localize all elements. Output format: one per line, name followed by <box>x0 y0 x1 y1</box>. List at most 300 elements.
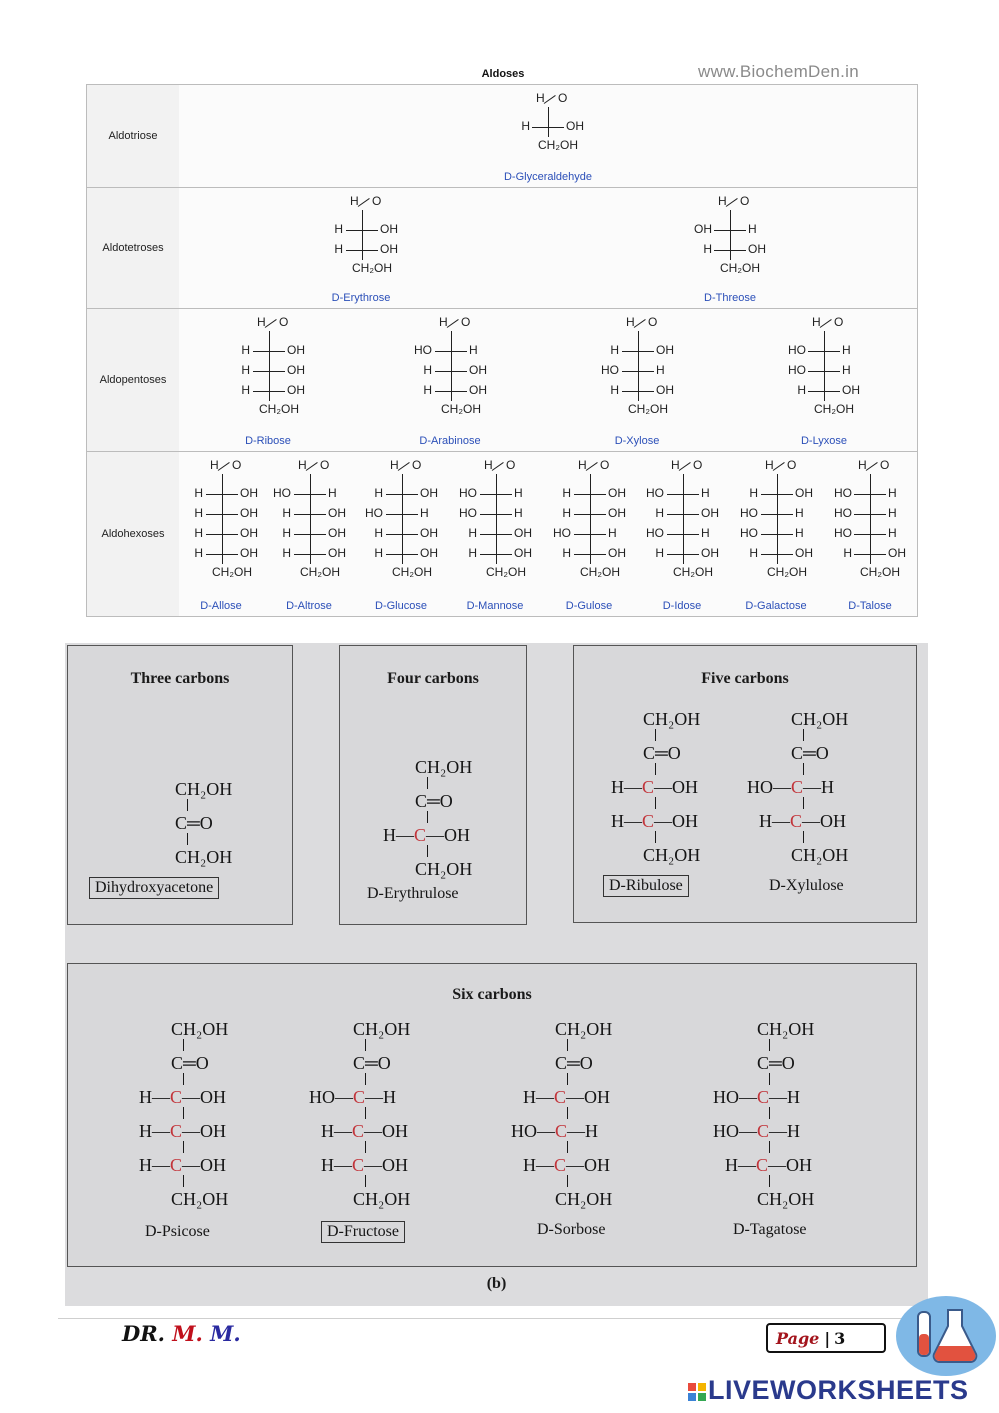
group-text: CH₂OH <box>757 1019 815 1039</box>
right-group: OH <box>287 363 305 377</box>
right-group: H <box>608 526 617 540</box>
left-group: HO— <box>511 1121 555 1141</box>
aldehyde-o: O <box>648 315 658 329</box>
terminal-group: CH₂OH <box>720 261 760 275</box>
aldehyde-o: O <box>506 458 516 472</box>
left-group: HO— <box>309 1087 353 1107</box>
left-group: HO <box>459 486 477 500</box>
row-label: Aldohexoses <box>87 452 180 616</box>
liveworksheets-icon <box>688 1383 706 1401</box>
backbone-bond <box>683 474 684 564</box>
group-text: C═O <box>175 813 213 833</box>
left-group: H <box>610 383 619 397</box>
left-group: H <box>468 526 477 540</box>
aldehyde-bond <box>586 462 598 471</box>
compound-cell <box>543 452 636 616</box>
substituent-bond <box>854 514 886 515</box>
left-group: H <box>797 383 806 397</box>
substituent-bond <box>294 534 326 535</box>
substituent-bond <box>854 554 886 555</box>
aldehyde-h: H <box>671 458 680 472</box>
left-group: H <box>655 546 664 560</box>
backbone-bond <box>567 1039 568 1051</box>
substituent-bond <box>761 514 793 515</box>
terminal-group: CH₂OH <box>486 565 526 579</box>
substituent-bond <box>480 534 512 535</box>
left-group: H <box>374 486 383 500</box>
left-group: H— <box>321 1155 352 1175</box>
carbonyl <box>643 743 681 764</box>
aldehyde-o: O <box>834 315 844 329</box>
terminal-group: CH₂OH <box>538 138 578 152</box>
right-group: OH <box>240 486 258 500</box>
row-aldotetroses <box>86 187 918 309</box>
backbone-bond <box>183 1039 184 1051</box>
group-text: CH₂OH <box>643 845 701 865</box>
aldehyde-bond <box>265 319 277 328</box>
left-group: H <box>282 546 291 560</box>
backbone-bond <box>655 763 656 775</box>
compound-name: D-Glyceraldehyde <box>503 171 593 183</box>
chiral-carbon-row <box>725 1155 812 1176</box>
substituent-bond <box>808 371 840 372</box>
chiral-carbon: C <box>791 777 804 797</box>
backbone-bond <box>803 831 804 843</box>
chiral-carbon-row <box>139 1121 226 1142</box>
substituent-bond <box>206 534 238 535</box>
right-group: —H <box>567 1121 599 1141</box>
substituent-bond <box>253 391 285 392</box>
left-group: H <box>194 506 203 520</box>
compound-name-psicose: D-Psicose <box>145 1223 210 1240</box>
compound-name-ribulose: D-Ribulose <box>603 875 689 897</box>
left-group: H— <box>139 1121 170 1141</box>
brand-text: LIVEWORKSHEETS <box>708 1375 969 1405</box>
substituent-bond <box>808 351 840 352</box>
bottom-ch2oh <box>171 1189 228 1210</box>
chiral-carbon: C <box>555 1121 568 1141</box>
terminal-group: CH₂OH <box>673 565 713 579</box>
row-aldohexoses <box>86 451 918 617</box>
right-group: OH <box>608 506 626 520</box>
left-group: H <box>194 526 203 540</box>
backbone-bond <box>803 763 804 775</box>
bottom-ch2oh <box>353 1189 410 1210</box>
backbone-bond <box>183 1141 184 1153</box>
right-group: OH <box>328 506 346 520</box>
group-text: CH₂OH <box>643 709 701 729</box>
right-group: H <box>420 506 429 520</box>
left-group: HO— <box>747 777 791 797</box>
left-group: HO <box>273 486 291 500</box>
substituent-bond <box>667 514 699 515</box>
right-group: H <box>888 506 897 520</box>
substituent-bond <box>294 514 326 515</box>
aldehyde-h: H <box>210 458 219 472</box>
left-group: H <box>241 363 250 377</box>
left-group: H <box>468 546 477 560</box>
group-text: C═O <box>353 1053 391 1073</box>
top-ch2oh <box>175 779 232 800</box>
terminal-group: CH₂OH <box>860 565 900 579</box>
row-aldopentoses <box>86 308 918 452</box>
substituent-bond <box>346 250 378 251</box>
substituent-bond <box>808 391 840 392</box>
aldehyde-o: O <box>740 194 750 208</box>
left-group: HO <box>646 526 664 540</box>
left-group: H <box>562 546 571 560</box>
author-initial-1: M. <box>172 1321 203 1346</box>
fischer-projection <box>543 452 635 616</box>
left-group: H <box>562 486 571 500</box>
compound-name: D-Glucose <box>375 600 427 612</box>
backbone-bond <box>769 1175 770 1187</box>
compound-cell <box>355 452 448 616</box>
compound-cell <box>635 452 730 616</box>
right-group: H <box>656 363 665 377</box>
chiral-carbon-row <box>759 811 846 832</box>
right-group: H <box>701 526 710 540</box>
ketoses-figure <box>65 643 928 1306</box>
figure-label: (b) <box>486 1275 507 1292</box>
aldehyde-h: H <box>298 458 307 472</box>
right-group: H <box>888 486 897 500</box>
left-group: HO <box>646 486 664 500</box>
aldehyde-h: H <box>578 458 587 472</box>
right-group: OH <box>287 383 305 397</box>
substituent-bond <box>206 514 238 515</box>
fischer-projection <box>731 309 917 451</box>
left-group: H <box>521 119 530 133</box>
right-group: —H <box>803 777 835 797</box>
right-group: —OH <box>182 1155 227 1175</box>
substituent-bond <box>294 494 326 495</box>
left-group: H <box>749 546 758 560</box>
backbone-bond <box>187 833 188 845</box>
substituent-bond <box>386 534 418 535</box>
aldehyde-bond <box>820 319 832 328</box>
right-group: OH <box>795 546 813 560</box>
right-group: OH <box>514 546 532 560</box>
left-group: H— <box>523 1087 554 1107</box>
backbone-bond <box>427 845 428 857</box>
aldehyde-bond <box>634 319 646 328</box>
right-group: H <box>469 343 478 357</box>
right-group: H <box>701 486 710 500</box>
left-group: H— <box>139 1155 170 1175</box>
compound-cell <box>543 309 732 451</box>
aldehyde-o: O <box>787 458 797 472</box>
group-text: C═O <box>555 1053 593 1073</box>
substituent-bond <box>574 494 606 495</box>
right-group: OH <box>380 242 398 256</box>
aldehyde-bond <box>726 198 738 207</box>
aldehyde-o: O <box>558 91 568 105</box>
fischer-projection <box>179 188 543 308</box>
aldehyde-h: H <box>390 458 399 472</box>
right-group: OH <box>287 343 305 357</box>
left-group: H <box>562 506 571 520</box>
right-group: H <box>795 526 804 540</box>
fischer-projection <box>179 309 357 451</box>
group-text: C═O <box>171 1053 209 1073</box>
liveworksheets-logo[interactable] <box>688 1375 969 1406</box>
substituent-bond <box>714 250 746 251</box>
left-group: HO <box>553 526 571 540</box>
chiral-carbon: C <box>170 1087 183 1107</box>
group-text: CH₂OH <box>171 1019 229 1039</box>
group-text: CH₂OH <box>353 1189 411 1209</box>
four-carbons-box <box>339 645 527 925</box>
substituent-bond <box>667 494 699 495</box>
left-group: HO <box>788 363 806 377</box>
footer-rule <box>58 1318 942 1319</box>
compound-cell <box>179 188 544 308</box>
left-group: HO <box>788 343 806 357</box>
row-label: Aldopentoses <box>87 309 180 451</box>
compound-name: D-Gulose <box>565 600 613 612</box>
right-group: H <box>328 486 337 500</box>
aldehyde-o: O <box>693 458 703 472</box>
backbone-bond <box>365 1039 366 1051</box>
carbonyl <box>171 1053 209 1074</box>
aldehyde-o: O <box>412 458 422 472</box>
right-group: OH <box>888 546 906 560</box>
backbone-bond <box>567 1107 568 1119</box>
right-group: OH <box>701 506 719 520</box>
compound-name-xylulose: D-Xylulose <box>769 877 844 894</box>
left-group: H <box>843 546 852 560</box>
left-group: H <box>655 506 664 520</box>
row-aldotriose <box>86 84 918 188</box>
backbone-bond <box>590 474 591 564</box>
chiral-carbon: C <box>757 1087 770 1107</box>
terminal-group: CH₂OH <box>441 402 481 416</box>
fischer-projection <box>355 452 447 616</box>
chiral-carbon-row <box>511 1121 598 1142</box>
compound-cell <box>179 452 264 616</box>
chiral-carbon-row <box>611 811 698 832</box>
compound-name: D-Altrose <box>286 600 332 612</box>
left-group: HO <box>601 363 619 377</box>
backbone-bond <box>365 1141 366 1153</box>
backbone-bond <box>777 474 778 564</box>
backbone-bond <box>183 1107 184 1119</box>
aldehyde-h: H <box>765 458 774 472</box>
compound-cell <box>731 309 917 451</box>
compound-cell <box>357 309 544 451</box>
left-group: H— <box>759 811 790 831</box>
backbone-bond <box>769 1039 770 1051</box>
group-text: CH₂OH <box>757 1189 815 1209</box>
aldehyde-o: O <box>320 458 330 472</box>
chiral-carbon-row <box>139 1087 226 1108</box>
top-ch2oh <box>757 1019 814 1040</box>
substituent-bond <box>206 554 238 555</box>
group-text: CH₂OH <box>175 779 233 799</box>
substituent-bond <box>480 494 512 495</box>
aldehyde-o: O <box>880 458 890 472</box>
chiral-carbon: C <box>352 1121 365 1141</box>
terminal-group: CH₂OH <box>352 261 392 275</box>
left-group: H— <box>725 1155 756 1175</box>
substituent-bond <box>435 371 467 372</box>
group-text: CH₂OH <box>791 845 849 865</box>
backbone-bond <box>183 1073 184 1085</box>
aldehyde-bond <box>306 462 318 471</box>
substituent-bond <box>622 391 654 392</box>
compound-cell <box>729 452 824 616</box>
aldehyde-bond <box>218 462 230 471</box>
chiral-carbon-row <box>523 1087 610 1108</box>
substituent-bond <box>480 514 512 515</box>
bottom-ch2oh <box>757 1189 814 1210</box>
group-text: C═O <box>791 743 829 763</box>
right-group: OH <box>240 526 258 540</box>
backbone-bond <box>769 1073 770 1085</box>
backbone-bond <box>548 107 549 137</box>
right-group: OH <box>656 343 674 357</box>
left-group: H— <box>611 777 642 797</box>
top-ch2oh <box>415 757 472 778</box>
right-group: H <box>842 343 851 357</box>
aldehyde-bond <box>773 462 785 471</box>
right-group: H <box>514 506 523 520</box>
terminal-group: CH₂OH <box>259 402 299 416</box>
backbone-bond <box>769 1107 770 1119</box>
chiral-carbon: C <box>414 825 427 845</box>
compound-cell <box>543 188 917 308</box>
aldehyde-bond <box>544 95 556 104</box>
right-group: OH <box>608 486 626 500</box>
fischer-projection <box>543 188 917 308</box>
group-text: CH₂OH <box>175 847 233 867</box>
substituent-bond <box>574 534 606 535</box>
aldehyde-bond <box>679 462 691 471</box>
aldehyde-bond <box>447 319 459 328</box>
right-group: OH <box>842 383 860 397</box>
group-text: CH₂OH <box>353 1019 411 1039</box>
compound-cell <box>447 452 544 616</box>
chiral-carbon-row <box>523 1155 610 1176</box>
carbonyl <box>175 813 213 834</box>
right-group: —H <box>365 1087 397 1107</box>
left-group: HO <box>740 526 758 540</box>
chiral-carbon: C <box>554 1087 567 1107</box>
left-group: HO <box>834 526 852 540</box>
chiral-carbon-row <box>139 1155 226 1176</box>
substituent-bond <box>480 554 512 555</box>
group-text: C═O <box>757 1053 795 1073</box>
right-group: —OH <box>802 811 847 831</box>
compound-name-dihydroxyacetone: Dihydroxyacetone <box>89 877 219 899</box>
page-label: Page <box>776 1328 820 1348</box>
substituent-bond <box>386 514 418 515</box>
left-group: H <box>194 546 203 560</box>
substituent-bond <box>854 494 886 495</box>
backbone-bond <box>870 474 871 564</box>
fischer-projection <box>543 309 731 451</box>
fischer-projection <box>635 452 729 616</box>
page-indicator <box>766 1323 886 1353</box>
substituent-bond <box>667 554 699 555</box>
aldehyde-o: O <box>279 315 289 329</box>
group-text: CH₂OH <box>555 1189 613 1209</box>
chiral-carbon-row <box>611 777 698 798</box>
substituent-bond <box>253 351 285 352</box>
aldehyde-o: O <box>461 315 471 329</box>
backbone-bond <box>187 799 188 811</box>
backbone-bond <box>427 777 428 789</box>
substituent-bond <box>622 351 654 352</box>
compound-name: D-Idose <box>662 600 702 612</box>
aldoses-title: Aldoses <box>481 68 525 80</box>
backbone-bond <box>183 1175 184 1187</box>
left-group: H— <box>321 1121 352 1141</box>
chiral-carbon: C <box>554 1155 567 1175</box>
compound-name: D-Arabinose <box>419 435 481 447</box>
page-separator: | <box>824 1328 831 1348</box>
aldehyde-h: H <box>812 315 821 329</box>
chiral-carbon: C <box>170 1155 183 1175</box>
compound-cell <box>823 452 917 616</box>
aldehyde-o: O <box>232 458 242 472</box>
terminal-group: CH₂OH <box>814 402 854 416</box>
fischer-projection <box>729 452 823 616</box>
right-group: —OH <box>426 825 471 845</box>
left-group: H <box>334 222 343 236</box>
substituent-bond <box>532 127 564 128</box>
fischer-projection <box>263 452 355 616</box>
right-group: —OH <box>654 811 699 831</box>
backbone-bond <box>730 210 731 260</box>
right-group: H <box>795 506 804 520</box>
left-group: H <box>749 486 758 500</box>
fischer-projection <box>357 309 543 451</box>
right-group: —OH <box>182 1121 227 1141</box>
chiral-carbon: C <box>352 1155 365 1175</box>
lab-flask-icon <box>896 1296 996 1376</box>
bottom-ch2oh <box>175 847 232 868</box>
aldehyde-bond <box>358 198 370 207</box>
chiral-carbon-row <box>309 1087 396 1108</box>
chiral-carbon: C <box>756 1155 769 1175</box>
compound-name-sorbose: D-Sorbose <box>537 1221 606 1238</box>
row-label: Aldotriose <box>87 85 180 187</box>
left-group: H <box>703 242 712 256</box>
left-group: HO <box>459 506 477 520</box>
compound-name: D-Xylose <box>614 435 660 447</box>
aldehyde-bond <box>398 462 410 471</box>
left-group: H <box>423 383 432 397</box>
backbone-bond <box>567 1073 568 1085</box>
terminal-group: CH₂OH <box>580 565 620 579</box>
box-title: Six carbons <box>452 986 532 1003</box>
right-group: OH <box>701 546 719 560</box>
box-title: Four carbons <box>387 670 479 687</box>
fischer-projection <box>823 452 917 616</box>
watermark: www.BiochemDen.in <box>698 62 859 81</box>
substituent-bond <box>574 514 606 515</box>
substituent-bond <box>386 554 418 555</box>
fischer-projection <box>179 452 263 616</box>
backbone-bond <box>567 1175 568 1187</box>
group-text: CH₂OH <box>171 1189 229 1209</box>
left-group: H <box>374 526 383 540</box>
compound-name: D-Mannose <box>466 600 524 612</box>
compound-name: D-Erythrose <box>331 292 391 304</box>
author-signature <box>122 1321 241 1346</box>
